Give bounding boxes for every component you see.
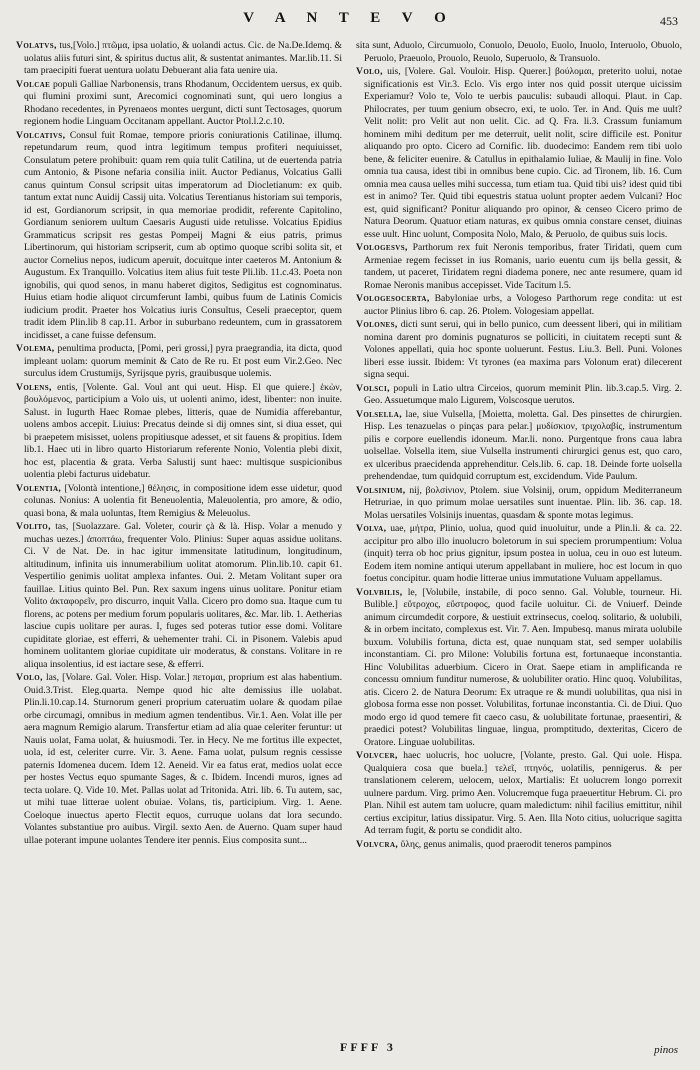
dictionary-entry [356,839,682,852]
dictionary-entry [16,130,342,343]
running-head [16,10,682,40]
entry-text: ὕλης, genus animalis, quod praerodit teneros pampinos [400,838,612,850]
entry-headword: Volones, [356,319,398,330]
catchword: pinos [654,1044,678,1056]
entry-text: tus,[Volo.] πτῶμα, ipsa uolatio, & uolandi actus. Cic. de Na.De.Idemq. & uolatus aliis futuri sint, & spiritus ductus alit, & sustentat animantes. Mar.lib.11. Si tam praecipiti fuerat uentura uolatu Debuerant alia fata uenire uia. [24,40,342,76]
entry-headword: Volsinium, [356,484,406,496]
entry-text: lae, siue Vulsella, [Moietta, moletta. Gal. Des pinsettes de chirurgien. Hisp. Les tenazuelas o pinças para pelar.] μυδίσκιον, τριχολαβίς, instrumentum pilis e corpore euellendis idoneum. Mar.li. nono. Purgentque frons caua labra uolsellae. Volsella item, siue Vulsella instrumenti chirurgici genus est, quo caro, ex ulceribus praecidenda apprehenditur. Cels.lib. 6. cap. 18. Deinde forte uolsella prehendendae, tum quidquid corruptum est, excidendum. Vide Paulum. [364,408,682,482]
dictionary-entry [356,40,682,65]
entry-headword: Volo, [356,66,383,77]
running-title: V A N T E V O [243,10,455,26]
dictionary-entry [356,523,682,586]
entry-headword: Volito, [16,521,51,532]
signature-mark: FFFF 3 [340,1040,396,1054]
entry-text: populi in Latio ultra Circeios, quorum meminit Plin. lib.3.cap.5. Virg. 2. Geo. Assuetumque malo Ligurem, Volscosque uerutos. [364,382,682,406]
dictionary-entry [356,242,682,292]
entry-text: sita sunt, Aduolo, Circumuolo, Conuolo, Deuolo, Euolo, Inuolo, Interuolo, Obuolo, Peruolo, Praeuolo, Prouolo, Reuolo, Superuolo, & Transuolo. [356,40,682,64]
entry-text: Babyloniae urbs, a Vologeso Parthorum rege condita: ut est auctor Plinius libro 6. cap. 26. Ptolem. Vologesiam appellat. [364,293,682,317]
left-column [16,40,342,1040]
dictionary-entry [16,343,342,381]
page-footer [0,1040,700,1060]
entry-text: le, [Volubile, instabile, di poco senno. Gal. Voluble, tourneur. Hi. Bulible.] εὔτροχος, εὔστροφος, quod facile uoluitur. Ci. de Vniuerf. Deinde animum circumdedit corpore, & uestiuit extrinsecus, coeloq. solitario, & uolubili, & in orbem incitato, complexus est. Vir. 7. Aen. Impubesq. manus mirata uolubile buxum. Volubilis fortuna, dicta est, quae nunquam stat, sed semper uolabilis inconstantiam. Ci. pro Milone: Volubilis fortuna est, fortunaeque inconstantia. Hinc Volubilitas aduerbium. Cicero in Orat. Saepe etiam in amplificanda re concessu omnium funditur numerose, & uolubiliter oratio. Hinc quoq. Volubilitas, atis. Cicero 2. de Natura Deorum: Ex utraque re & mundi uolubilitas, qua nisi in globosa forma esse non posset. Volubilitas, fortunae inconstantia. Ci. de Diui. Quo modo ergo id quod temere fit caeco casu, & uolubilitate fortunae, praesentiri, & praedici potest? Volubilitas linguae, lingua, promptitudo, dexteritas, Cicero de Oratore. Linguae uolubilitas. [364,586,682,748]
dictionary-entry [356,293,682,318]
entry-text: penultima producta, [Pomi, peri grossi,] pyra praegrandia, ita dicta, quod impleant uolam: quorum meminit & Cato de Re ru. Et post eum Vir.2.Geo. Nec surculus idem Crustumijs, Syrijsque pyris, grauibusque uolemis. [24,343,342,379]
entry-headword: Volvcra, [356,838,399,850]
dictionary-entry [16,40,342,78]
dictionary-entry [356,66,682,241]
entry-text: [Volontà intentione,] θέλησις, in compositione idem esse uidetur, quod colunas. Nonius: A uolentia fit Beneuolentia, Maleuolentia, pro amore, & odio, quasi bona, & mala uoluntas, Item Remigius & Meleuolus. [24,482,342,519]
dictionary-entry [356,409,682,484]
dictionary-entry [356,750,682,838]
dictionary-entry [16,79,342,129]
dictionary-entry [356,319,682,382]
entry-headword: Volema, [16,343,55,354]
entry-text: haec uolucris, hoc uolucre, [Volante, presto. Gal. Qui uole. Hispa. Qualquiera cosa que buela.] τελεῖ, πτηνός, uolatilis, pennigerus. & per translationem celerem, uelocem, uelox, Martialis: Et uolucrem longo porrexit uulnere pardum. Virg. primo Aen. Volucremque fuga praeuertitur Hebrum. Ci. pro Plan. Nihil est autem tam uolucre, quam maledictum: nihil facilius emittitur, nihil certius excipitur, latius dissipatur. Virg. 5. Aen. Illa Noto citius, uolucrique sagitta Ad terram fugit, & portu se condidit alto. [364,750,682,836]
entry-headword: Volens, [16,381,52,393]
entry-text: dicti sunt serui, qui in bello punico, cum deessent liberi, qui in militiam nomina darent pro dominis pugnaturos se polliciti, in ciuitatem recepti sunt & Volones appellati, quia hoc sponte uoluerunt. Festus. Liu.3. Bell. Puni. Volones liberi esse iussit. Ibidem: Vt tyrones (ea maxima pars Volonum erat) dilecerent signa sequi. [364,319,682,380]
entry-headword: Volvcer, [356,750,398,761]
entry-text: las, [Volare. Gal. Voler. Hisp. Volar.] πετομαι, proprium est alas habentium. Ouid.3.Trist. Eleg.quarta. Nempe quod hic alte demissius ille uolabat. Plin.li.10.cap.14. Sturnorum generi proprium cateruatim uolare & quodam pilae orbe circumagi, omnibus in medium agmen tendentibus. Vir.1. Aen. Volat ille per aera magnum Remigio alarum. Transfertur etiam ad alia quae celeriter feruntur: ut Nauis uolat, Fama uolat, & huiusmodi. Ter. in Hecy. Ne me fortitus ille expectet, uola, id est, celeriter curre. Vir. 3. Aene. Fama uolat, pulsum regnis cessisse paternis Idomenea ducem. Idem 12. Aeneid. Vir ea fatus erat, medios uolat ecce per hostes Vectus equo spumante Sages, & c. Ibidem. Incendi muros, ignes ad tecta uolare. Q. Vide 10. Met. Pallas uolat ad Tritonida. Atri. lib. 6. Tu autem, sac, ut mihi tuae litterae uolent obuiae. Volans, tis, participium. Virg. 1. Aene. Coeloque inuectus aperto Flectit equos, curruque uolans dat lora secundo. Volantes substantiue pro auibus. Virgil. sexto Aen. de Auerno. Quam super haud ullae poterant impune uolantes Tendere iter pennis. Eius composita sunt... [24,672,342,846]
entry-text: nij, βολσίνιον, Ptolem. siue Volsinij, orum, oppidum Mediterraneum Hetruriae, in quo primum molae uersatiles sunt inuentae. Plin. lib. 36. cap. 18. Molas uersatiles Volsinijs inuentas, quasdam & sponte motas legimus. [364,484,682,521]
entry-headword: Volvbilis, [356,586,403,598]
entry-headword: Volcae [16,78,51,90]
entry-text: Consul fuit Romae, tempore prioris coniurationis Catilinae, illumq. repetundarum reum, quod intra legitimum tempus profiteri nequiuisset, Consulatum petere prohibuit: quam rem quia tulit Catilina, ut de euertenda patria cum Antonio, & Pisone nefaria consilia iniit. Auctor Pedianus, Volcatius Galli canus quintum Consul scripsit uitas imperatorum ad Diocletianum: ex quib. tantum extat nunc Auidij Cassij uita. Volcatius Terentianus historiam sui temporis, id est, Gordianorum scripsit, in qua memoriae prodidit, referente Capitolino, Gordianum seniorem uultum Caesaris Augusti uide retulisse. Volcatius Epidius Grammaticus scripsit res gestas Pompeij Magni & eius patris, primus Libertinorum, qui historiam scripserit, cum ab optimo quoque scribi solita sit, et auctor Cornelius nepos, iudicum aperuit, docuitque inter caeteros M. Antonium & Augustum. Ex Tranquillo. Volcatius item alius fuit teste Pli.lib. 11.c.43. Poeta non ignobilis, qui quod senos, in manu haberet digitos, Sedigitus est cognominatus. Huius etiam hodie aliquot circumferunt Iambi, quibus fuum de Latinis Comicis iudicium prodit. Praeter hos Volcatius iuris Consultus, Ceseli praeceptor, quem tradit idem Plin.lib 8 cap.11. Arbor in suburbano redeuntem, cum in grassatorem incidisset, a cane fuisse defensum. [24,129,342,341]
dictionary-entry [16,483,342,521]
entry-text: tas, [Suolazzare. Gal. Voleter, courir çà & là. Hisp. Volar a menudo y muchas uezes.] ἀποπτάω, frequenter Volo. Plinius: Super aquas assidue uolitans. Ci. V de Nat. De. in hac igitur immensitate latitudinum, longitudinum, altitudinum, infinita uis innumerabilium uolitat atomorum. Plin.lib.10. capit 61. Vespertilio genimis uolitat amplexa infantes. Oui. 2. Metam Volitant super ora fauillae. Litius quinto Bel. Pun. Rex saxum ingens uinus uolitare. Ponitur etiam Volito ἀκταφορεῖν, pro discurro, inquit Valla. Cicero pro domo sua. Itaque cum tu florens, ac potens per medium forum popularis uolitares, &c. Mar. lib. 1. Aetherias lasciue cupis uolitare per auras. I, fuges sed poteras tutior esse domi. Volitare cupiditate gloriae, est efferri, & uehementer trahi. Ci. in Pisonem. Valebis apud hominem uolitantem gloriae cupiditate uir moderatus, & constans. Volitare in re aliqua insolentius, id est iactare sese, & efferri. [24,521,342,670]
entry-headword: Volentia, [16,482,62,494]
entry-text: Parthorum rex fuit Neronis temporibus, frater Tiridati, quem cum Armeniae regem fecisset in ius Romanis, uario euentu cum ijs bella gessit, & tandem, ut paceret, Tiridatem regni diadema ponere, nec ante resumere, quam id Romae Neronis manibus accepisset. Vide Tacitum l.5. [364,242,682,291]
page-number: 453 [660,14,678,28]
entry-text: populi Galliae Narbonensis, trans Rhodanum, Occidentem uersus, ex quib. qui flumini proximi sunt, Arecomici cognominati sunt, qui uero longius a Rhodano recedentes, in Pyrenaeos montes uergunt, dicti sunt Tectosages, quorum regionem hodie Linguam Occitanam appellant. Auctor Ptol.l.2.c.10. [24,78,342,127]
dictionary-entry [356,587,682,750]
entry-headword: Volcativs, [16,129,66,141]
entry-text: uae, μήτρα, Plinio, uolua, quod quid inuoluitur, unde a Plin.li. & ca. 22. accipitur pro albo illo inuolucro boletorum in sui speciem prorumpentium: Volua (inquit) terra ob hoc prius gignitur, ipsum postea in uolua, ceu in ouo est luteum. Eodem item nomine antiqui uterum appellabant in muliere, hoc est locum in quo foetus concipitur. quam hodie litterae unius immutatione Vuluam appellamus. [364,523,682,584]
dictionary-entry [356,485,682,523]
dictionary-entry [16,382,342,482]
entry-headword: Volsci, [356,382,390,394]
text-columns [16,40,682,1040]
entry-headword: Volo, [16,672,43,683]
entry-headword: Volva, [356,523,387,534]
dictionary-entry [16,672,342,847]
entry-headword: Volsella, [356,408,402,420]
right-column [356,40,682,1040]
entry-text: entis, [Volente. Gal. Voul ant qui ueut. Hisp. El que quiere.] ἑκὼν, βουλόμενος, participium a Volo uis, ut uolenti animo, idest, libenter: non inuite. Salust. in Iugurth Haec Romae plebes, litteris, quae de Numidia afferebantur, uolens ambos accepit. Liuius: Precatus deinde si dij omnes sint, si diua esset, qui bi praepetem misisset, uolens propitiusque adesset, et sit fauens & propitius. Idem lib.1. Haec uti in libro quarto Historiarum referente Nonio, Volentia plebi dixit, hoc est, placentia & grata. Verba Salustij sunt haec: multisque suspicionibus uolentia plebi facturus uidebatur. [24,381,342,480]
dictionary-entry [16,521,342,671]
dictionary-entry [356,383,682,408]
entry-headword: Volatvs, [16,40,57,51]
entry-headword: Vologesocerta, [356,293,430,304]
entry-headword: Vologesvs, [356,242,408,253]
entry-text: uis, [Volere. Gal. Vouloir. Hisp. Querer.] βούλομαι, preterito uolui, notae significationis est Vir.3. Eclo. Vis ergo inter nos quid possit uterque uicissim Experiamur? Volo te, Volo te uerbis pauculis: subaudi alloqui. Plaut. in Cap. Philocrates, per tuum genium obsecro, exi, te uolo. Ter. in And. Quis me uult? Velit nolit: pro Velit aut non uelit. Cic. ad Q. Fra. li.3. Crassum funiamum hominem mihi deditum per me deterruit, uelit nolit, scire difficile est. Ponitur aliquando pro opto. Cicero ad Cornific. lib. duodecimo: Eandem rem tibi uolo bene, & feliciter euenire. & Catullus in epithalamio Iuliae, & Maulij in fine. Volo omnia tua causa, idest tibi in omnibus bene cupio. Cic. ad Tironem, lib. 16. Cum omnia mea causa uelles mihi successa, tum etiam tua. Quid tibi uis? idest quid tibi est in animo? Ter. Quid tibi equestris statua uolunt propter aedem Vulcani? Hoc est, quid significant? Ponitur aliquando pro opinor, & censeo Cicero primo de Natura Deorum. Quatuor etiam naturas, ex quibus omnia constare censet, diuinas esse uult. Hinc uolunt, Composita Nolo, Malo, & Peruolo, de quibus suis locis. [364,66,682,240]
